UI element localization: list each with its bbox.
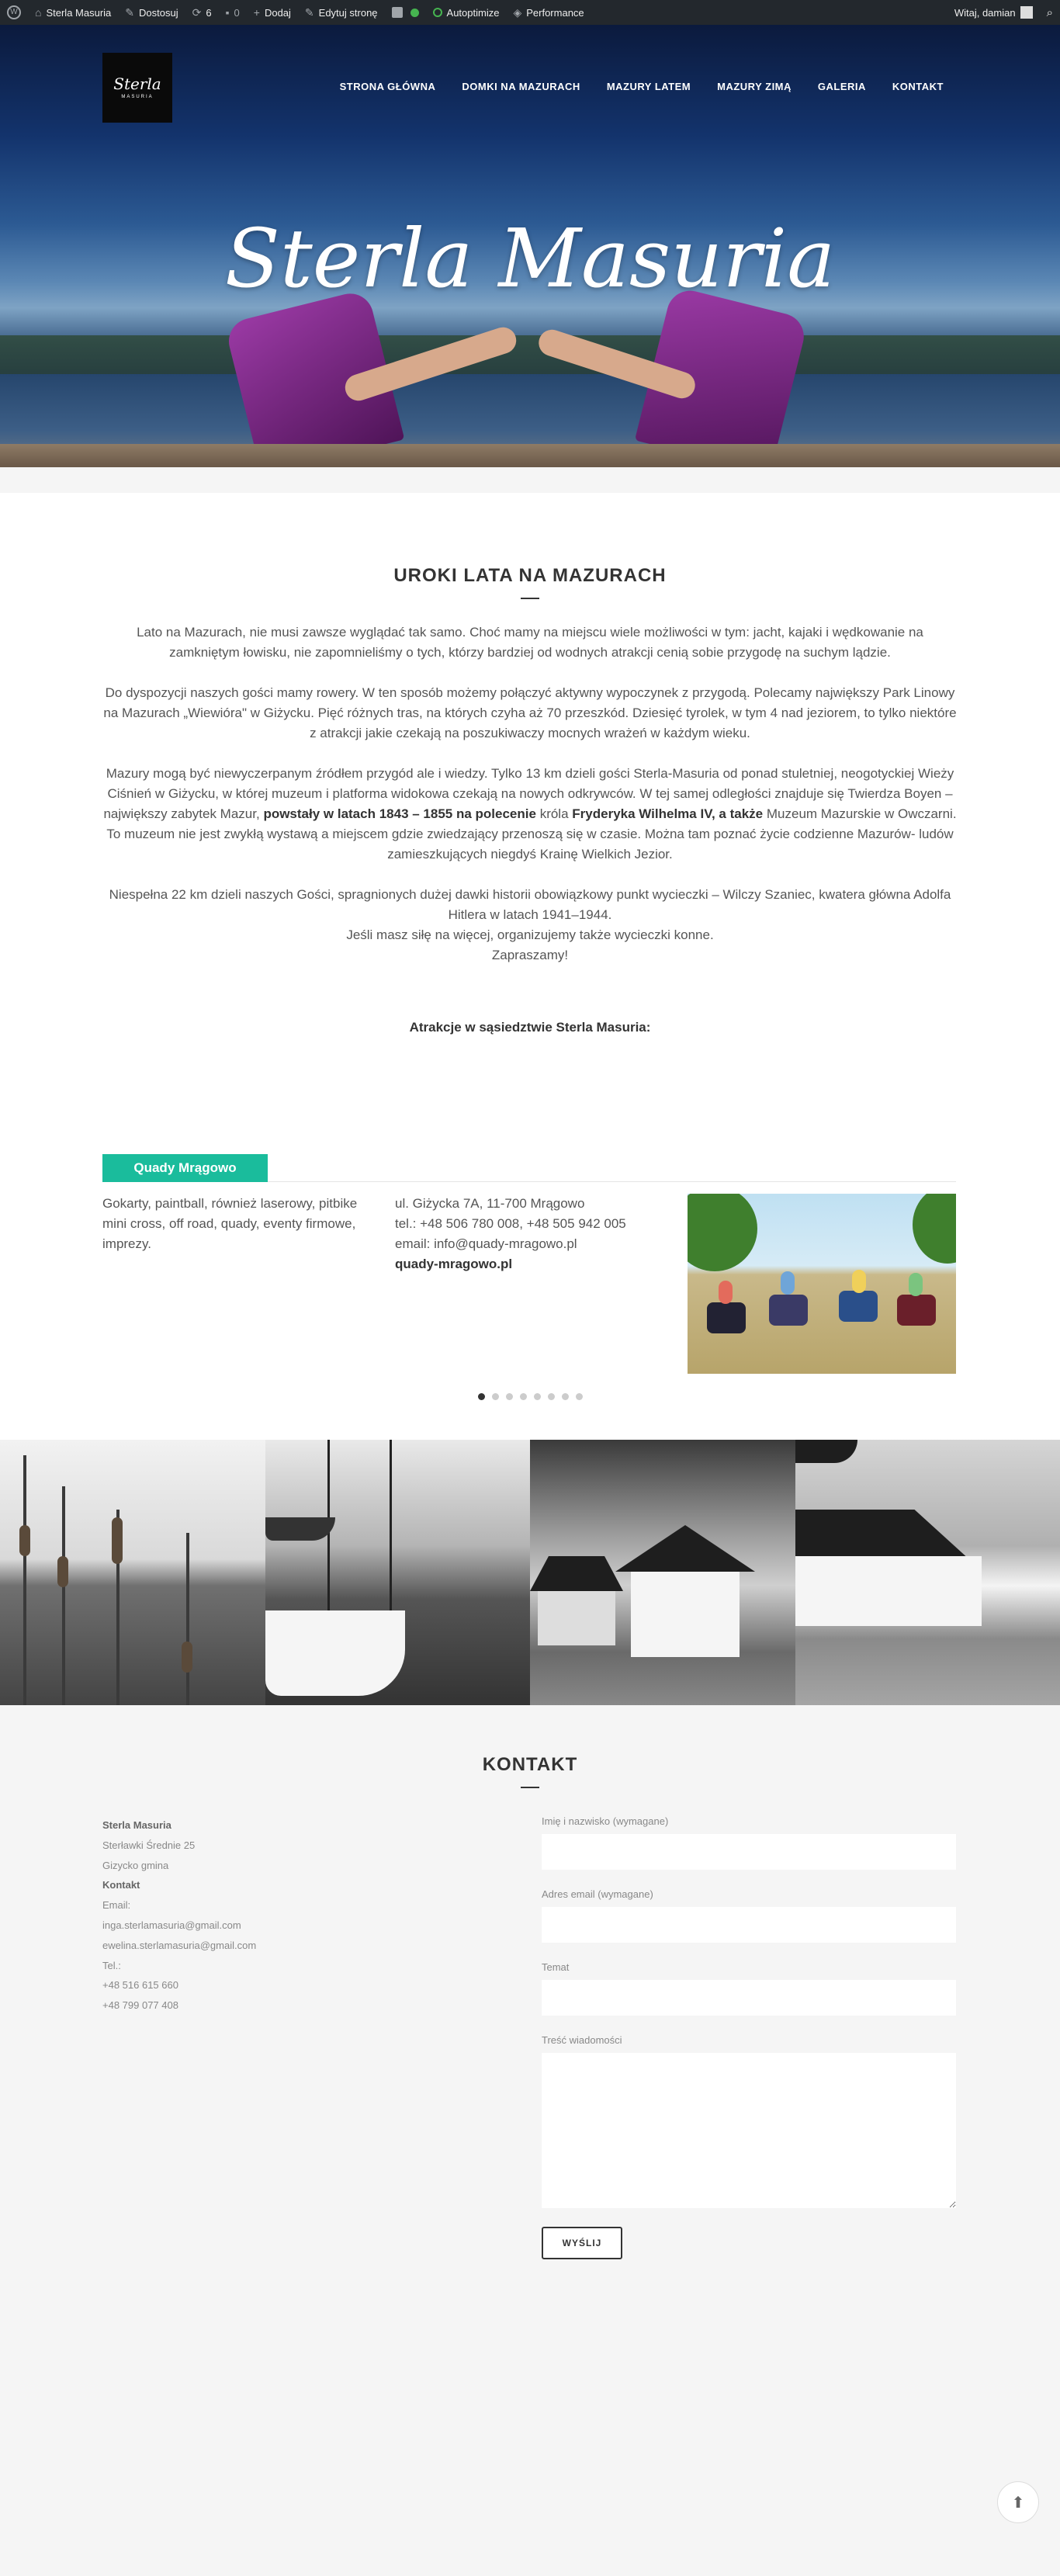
cottage-eave (795, 1440, 857, 1463)
paragraph-2: Do dyspozycji naszych gości mamy rowery. W ten sposób możemy połączyć aktywny wypoczynek z przygodą. Polecamy największy Park Linowy na Mazurach „Wiewióra" w Giżycku. Pięć różnych tras, na których czyha aż 70 przeszkód. Dziesięć tyrolek, w tym 4 nad jeziorem, to tylko niektóre z atrakcji jakie czekają na poszukiwaczy mocnych wrażeń w każdym wieku. (103, 685, 957, 740)
logo-text: Sterla (113, 75, 161, 93)
photo-gallery (0, 1440, 1060, 1705)
paragraph-3-text-b: króla (539, 806, 569, 821)
search-icon: ⌕ (1046, 5, 1053, 19)
yoast-icon (392, 7, 403, 18)
cottage-wall (795, 1556, 982, 1626)
tel-label: Tel.: (102, 1959, 121, 1971)
about-section (0, 493, 1060, 1440)
attraction-contact (395, 1194, 659, 1274)
hero-dock (0, 444, 1060, 467)
house-roof (615, 1525, 755, 1572)
company-name: Sterla Masuria (102, 1819, 171, 1831)
reed-stem (186, 1533, 189, 1705)
nav-cottages[interactable]: DOMKI NA MAZURACH (462, 81, 580, 92)
paragraph-4-text-a: Niespełna 22 km dzieli naszych Gości, spragnionych dużej dawki historii obowiązkowy punkt wycieczki – Wilczy Szaniec, kwatera główna Adolfa Hitlera w latach 1941–1944. (109, 887, 951, 922)
slider-dot-5[interactable] (534, 1393, 541, 1400)
image-quad-4 (897, 1295, 936, 1326)
performance-icon: ◈ (513, 5, 522, 19)
paragraph-1: Lato na Mazurach, nie musi zawsze wyglądać tak samo. Choć mamy na miejscu wiele możliwości w tym: jacht, kajaki i wędkowanie na zamkniętym łowisku, nie zapomnieliśmy o tych, którzy bardziej od wodnych atrakcji cenią sobie przygodę na suchym lądzie. (137, 625, 923, 660)
cattail-head (182, 1642, 192, 1673)
cattail-head (112, 1517, 123, 1564)
comment-icon: ▪ (225, 6, 230, 19)
autoptimize-menu[interactable] (426, 0, 507, 25)
boat-hull (265, 1610, 405, 1696)
attraction-website-link[interactable]: quady-mragowo.pl (395, 1257, 513, 1271)
paragraph-4 (103, 885, 957, 966)
paragraph-3-bold-b: Fryderyka Wilhelma IV, a także (572, 806, 764, 821)
customize-label: Dostosuj (139, 6, 178, 19)
contact-label: Kontakt (102, 1879, 140, 1891)
site-name-link[interactable] (28, 0, 118, 25)
update-icon: ⟳ (192, 5, 202, 19)
greeting-label: Witaj, damian (954, 6, 1016, 19)
image-rider-2 (781, 1271, 795, 1295)
attraction-email[interactable]: email: info@quady-mragowo.pl (395, 1236, 577, 1251)
edit-page-label: Edytuj stronę (318, 6, 378, 19)
edit-page-link[interactable] (298, 0, 385, 25)
tel-2: +48 799 077 408 (102, 1999, 178, 2012)
home-icon: ⌂ (35, 6, 42, 19)
cattail-head (19, 1525, 30, 1556)
attraction-phones: tel.: +48 506 780 008, +48 505 942 005 (395, 1216, 626, 1231)
slider-pagination (0, 1393, 1060, 1400)
logo-subtext: MASURIA (121, 95, 154, 99)
updates-count: 6 (206, 6, 212, 19)
tel-1: +48 516 615 660 (102, 1979, 178, 1992)
image-rider-4 (909, 1273, 923, 1296)
slider-dot-2[interactable] (492, 1393, 499, 1400)
attraction-description: Gokarty, paintball, również laserowy, pitbike mini cross, off road, quady, eventy firmowe, imprezy. (102, 1196, 358, 1251)
email-link-2[interactable]: ewelina.sterlamasuria@gmail.com (102, 1939, 257, 1951)
subject-field[interactable] (542, 1980, 956, 2016)
cottage-roof (795, 1510, 966, 1556)
attraction-image (688, 1194, 956, 1374)
wordpress-menu[interactable] (0, 0, 28, 25)
brush-icon: ✎ (125, 5, 135, 19)
reed-stem (23, 1455, 26, 1705)
nav-summer[interactable]: MAZURY LATEM (606, 81, 691, 92)
attractions-tabs (102, 1154, 956, 1182)
gallery-image-cottage[interactable] (795, 1440, 1060, 1705)
main-nav (340, 81, 944, 92)
pencil-icon: ✎ (304, 5, 314, 19)
paragraph-3-text-c: Muzeum Mazurskie w Owczarni. To muzeum nie jest zwykłą wystawą a miejscem gdzie zwiedzający przenoszą się w czasie. Można tam poznać życie codzienne Mazurów- ludów zamieszkujących niegdyś Krainę Wielkich Jezior. (106, 806, 957, 862)
site-name-label: Sterla Masuria (46, 6, 112, 19)
hero-section (0, 25, 1060, 467)
slider-dot-8[interactable] (576, 1393, 583, 1400)
email-link-1[interactable]: inga.sterlamasuria@gmail.com (102, 1919, 241, 1931)
title-underline (521, 598, 539, 599)
pavilion-roof (530, 1556, 623, 1591)
paragraph-3 (103, 764, 957, 865)
image-tree-left (688, 1194, 757, 1271)
image-quad-1 (707, 1302, 746, 1333)
nav-home[interactable]: STRONA GŁÓWNA (339, 81, 436, 92)
gallery-image-house[interactable] (530, 1440, 795, 1705)
contact-info (102, 1815, 256, 2016)
account-menu[interactable] (947, 0, 1040, 25)
section-title: UROKI LATA NA MAZURACH (393, 565, 667, 586)
name-field[interactable] (542, 1834, 956, 1870)
updates-link[interactable] (185, 0, 219, 25)
arrow-up-icon: ⬆ (1011, 2494, 1025, 2512)
contact-title: KONTAKT (482, 1754, 578, 1775)
admin-search[interactable] (1040, 0, 1060, 25)
gallery-image-reeds[interactable] (0, 1440, 265, 1705)
new-content-label: Dodaj (264, 6, 291, 19)
address-line-2: Gizycko gmina (102, 1859, 169, 1871)
reed-stem (62, 1486, 65, 1705)
seo-status-dot (410, 9, 419, 17)
email-label: Email: (102, 1899, 131, 1912)
comments-count: 0 (234, 6, 240, 19)
email-field[interactable] (542, 1907, 956, 1943)
slider-dot-1[interactable] (478, 1393, 485, 1400)
hero-title: Sterla Masuria (224, 211, 836, 306)
nav-winter[interactable]: MAZURY ZIMĄ (717, 81, 792, 92)
slider-dot-6[interactable] (548, 1393, 555, 1400)
subject-field-label: Temat (542, 1961, 570, 1973)
gallery-image-sailboat[interactable] (265, 1440, 531, 1705)
attraction-address: ul. Giżycka 7A, 11-700 Mrągowo (395, 1196, 585, 1211)
admin-bar (0, 0, 1060, 25)
slider-dot-4[interactable] (520, 1393, 527, 1400)
paragraph-4-text-b: Jeśli masz siłę na więcej, organizujemy także wycieczki konne. (346, 927, 714, 942)
attractions-title: Atrakcje w sąsiedztwie Sterla Masuria: (409, 1020, 651, 1035)
scroll-to-top-button[interactable] (997, 2481, 1039, 2523)
contact-form (542, 1815, 956, 2259)
wordpress-icon: W (7, 5, 21, 19)
performance-label: Performance (526, 6, 584, 19)
message-field-label: Treść wiadomości (542, 2034, 622, 2046)
email-field-label: Adres email (wymagane) (542, 1888, 653, 1900)
contact-title-underline (521, 1787, 539, 1788)
pavilion-wall (538, 1591, 615, 1645)
autoptimize-icon (433, 8, 442, 17)
house-wall (631, 1572, 740, 1657)
address-line-1: Sterławki Średnie 25 (102, 1839, 196, 1851)
image-rider-1 (719, 1281, 733, 1304)
cattail-head (57, 1556, 68, 1587)
new-content-link[interactable] (247, 0, 298, 25)
image-rider-3 (852, 1270, 866, 1293)
contact-section (0, 1705, 1060, 2576)
customize-link[interactable] (118, 0, 185, 25)
slider-dot-3[interactable] (506, 1393, 513, 1400)
nav-gallery[interactable]: GALERIA (817, 81, 866, 92)
autoptimize-label: Autoptimize (446, 6, 500, 19)
boat-mast (390, 1440, 392, 1634)
image-quad-3 (839, 1291, 878, 1322)
comments-link[interactable] (219, 0, 247, 25)
image-quad-2 (769, 1295, 808, 1326)
performance-menu[interactable] (506, 0, 591, 25)
avatar (1020, 6, 1033, 19)
submit-button[interactable]: WYŚLIJ (542, 2227, 622, 2259)
tab-quady-mragowo[interactable]: Quady Mrągowo (102, 1154, 268, 1182)
boat-hull (265, 1517, 335, 1541)
paragraph-3-text-a: Mazury mogą być niewyczerpanym źródłem przygód ale i wiedzy. Tylko 13 km dzieli gości Sterla-Masuria od ponad stuletniej, neogotyckiej Wieży Ciśnień w Giżycku, w której muzeum i platforma widokowa czekają na nowych odkrywców. W tej samej odległości znajduje się Twierdza Boyen – największy zabytek Mazur, (103, 766, 954, 821)
message-field[interactable] (542, 2053, 956, 2208)
paragraph-3-bold-a: powstały w latach 1843 – 1855 na polecenie (263, 806, 536, 821)
name-field-label: Imię i nazwisko (wymagane) (542, 1815, 669, 1827)
nav-contact[interactable]: KONTAKT (892, 81, 944, 92)
image-tree-right (913, 1194, 956, 1264)
paragraph-4-text-c: Zapraszamy! (491, 948, 569, 962)
plus-icon: + (253, 6, 260, 19)
seo-menu[interactable] (385, 0, 426, 25)
site-logo[interactable] (102, 53, 172, 123)
slider-dot-7[interactable] (562, 1393, 569, 1400)
